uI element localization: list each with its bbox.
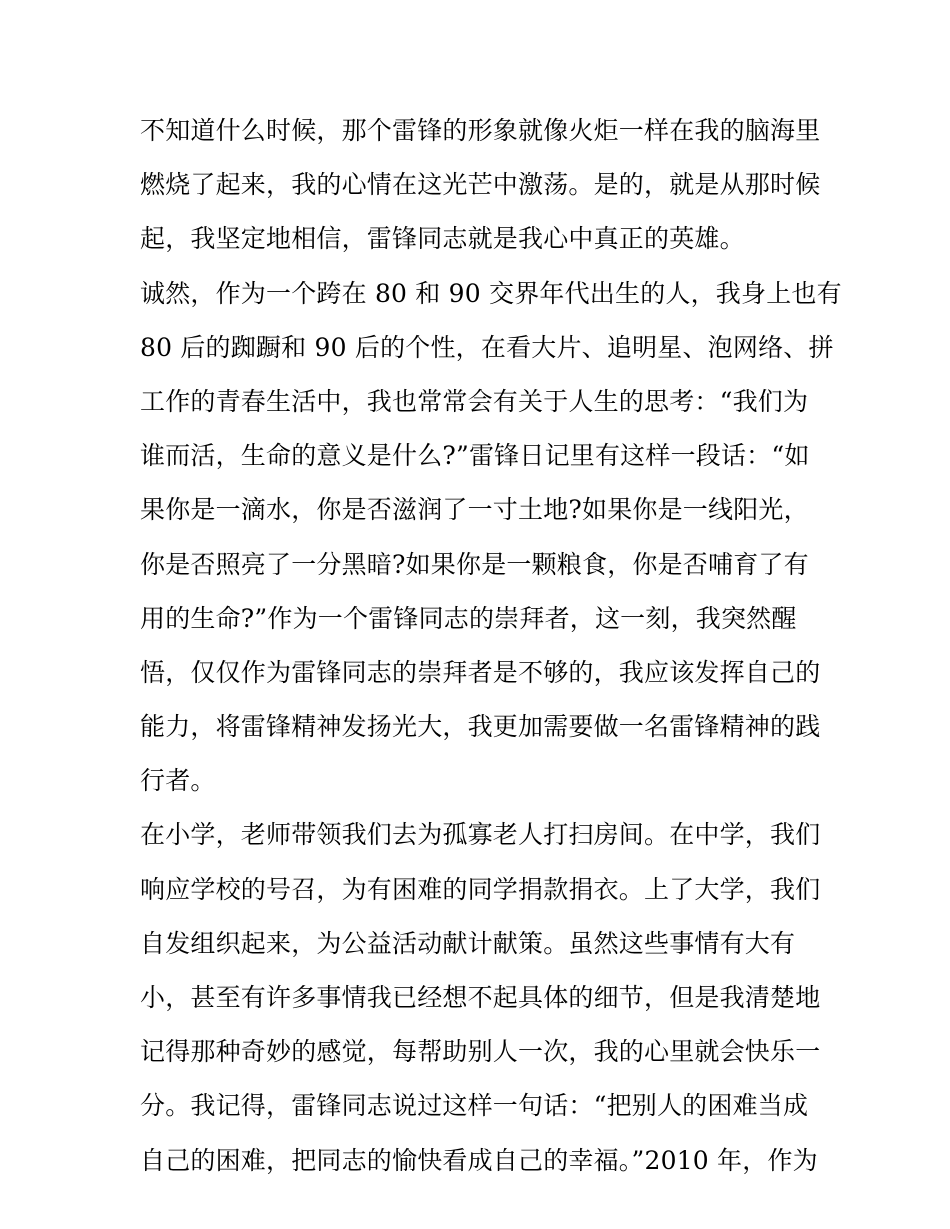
text-line: 工作的青春生活中，我也常常会有关于人生的思考：“我们为 [140, 386, 809, 416]
text-line: 悟，仅仅作为雷锋同志的崇拜者是不够的，我应该发挥自己的 [140, 657, 821, 687]
text-line: 用的生命?”作为一个雷锋同志的崇拜者，这一刻，我突然醒 [140, 603, 797, 633]
text-line: 燃烧了起来，我的心情在这光芒中激荡。是的，就是从那时候 [140, 170, 821, 200]
text-line: 能力，将雷锋精神发扬光大，我更加需要做一名雷锋精神的践 [140, 712, 821, 742]
text-line: 记得那种奇妙的感觉，每帮助别人一次，我的心里就会快乐一 [140, 1037, 821, 1067]
text-line: 自己的困难，把同志的愉快看成自己的幸福。”2010 年，作为 [140, 1145, 818, 1175]
text-line: 起，我坚定地相信，雷锋同志就是我心中真正的英雄。 [140, 224, 745, 254]
text-line: 行者。 [140, 766, 216, 796]
text-line: 自发组织起来，为公益活动献计献策。虽然这些事情有大有 [140, 928, 796, 958]
text-line: 你是否照亮了一分黑暗?如果你是一颗粮食，你是否哺育了有 [140, 549, 809, 579]
paragraph-1 [140, 110, 820, 260]
text-line: 分。我记得，雷锋同志说过这样一句话：“把别人的困难当成 [140, 1091, 809, 1121]
paragraph-2 [140, 273, 842, 803]
text-line: 不知道什么时候，那个雷锋的形象就像火炬一样在我的脑海里 [140, 116, 821, 145]
text-line: 响应学校的号召，为有困难的同学捐款捐衣。上了大学，我们 [140, 874, 821, 904]
text-line: 小，甚至有许多事情我已经想不起具体的细节，但是我清楚地 [140, 983, 821, 1012]
text-line: 80 后的踟蹰和 90 后的个性，在看大片、追明星、泡网络、拼 [140, 332, 834, 362]
text-line: 果你是一滴水，你是否滋润了一寸土地?如果你是一线阳光， [140, 495, 809, 525]
text-line: 诚然，作为一个跨在 80 和 90 交界年代出生的人，我身上也有 [140, 278, 842, 308]
document-body [140, 110, 842, 1194]
text-line: 在小学，老师带领我们去为孤寡老人打扫房间。在中学，我们 [140, 820, 821, 850]
text-line: 谁而活，生命的意义是什么?”雷锋日记里有这样一段话：“如 [140, 441, 810, 471]
paragraph-3 [140, 814, 820, 1181]
